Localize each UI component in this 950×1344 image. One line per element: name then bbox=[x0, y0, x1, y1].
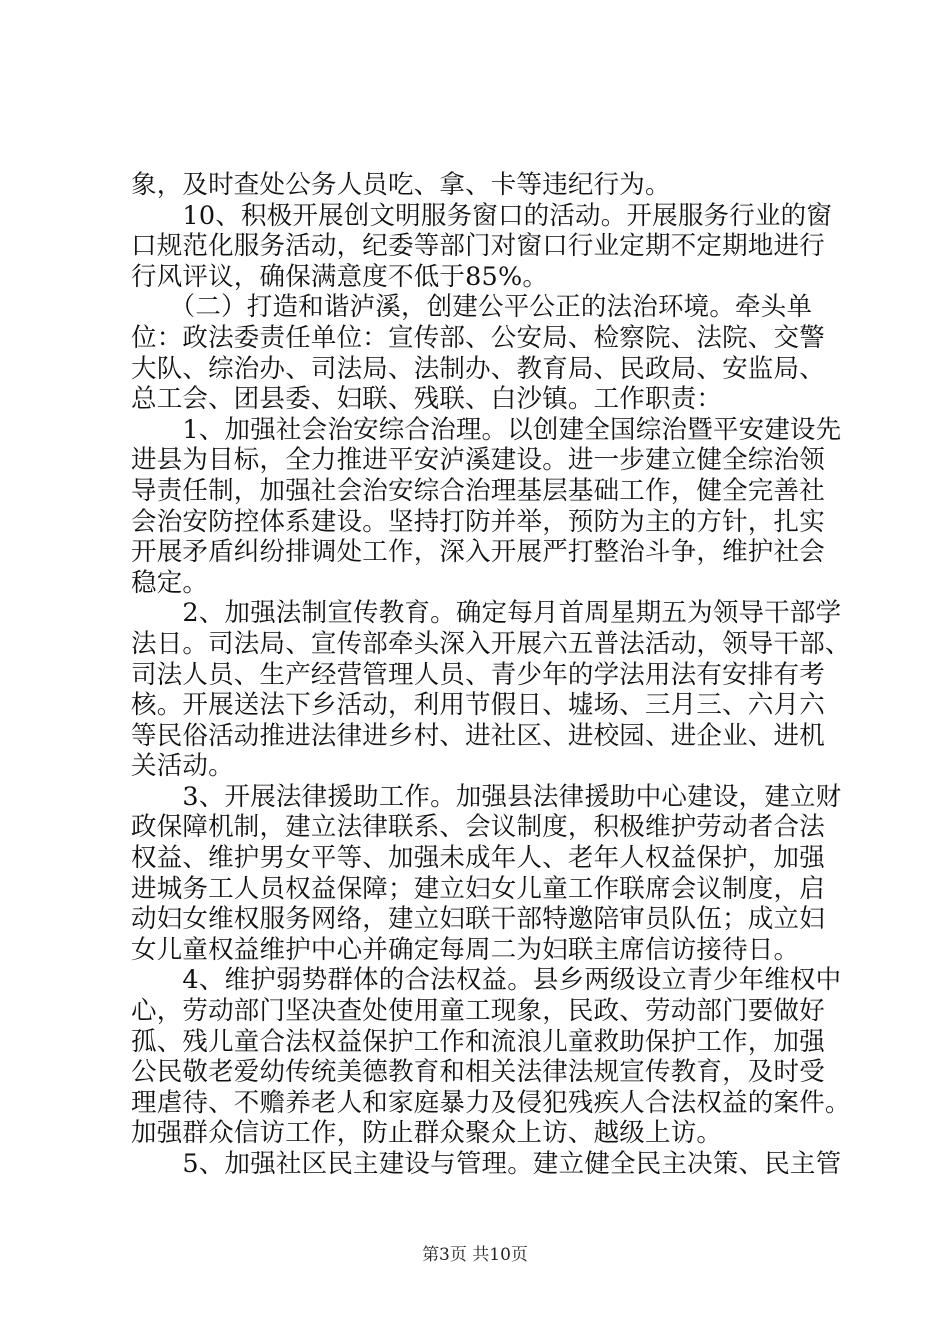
text-line: 政保障机制，建立法律联系、会议制度，积极维护劳动者合法 bbox=[131, 812, 825, 843]
text-line: 法日。司法局、宣传部牵头深入开展六五普法活动，领导干部、 bbox=[131, 628, 851, 659]
text-line: 动妇女维权服务网络，建立妇联干部特邀陪审员队伍；成立妇 bbox=[131, 904, 825, 935]
text-line: 关活动。 bbox=[131, 751, 234, 782]
text-line: 权益、维护男女平等、加强未成年人、老年人权益保护，加强 bbox=[131, 843, 825, 874]
text-line: 加强群众信访工作，防止群众聚众上访、越级上访。 bbox=[131, 1118, 723, 1149]
text-line: 1、加强社会治安综合治理。以创建全国综治暨平安建设先 bbox=[131, 414, 842, 445]
text-line: 孤、残儿童合法权益保护工作和流浪儿童救助保护工作，加强 bbox=[131, 1026, 825, 1057]
text-line: 口规范化服务活动，纪委等部门对窗口行业定期不定期地进行 bbox=[131, 231, 825, 262]
text-line: 公民敬老爱幼传统美德教育和相关法律法规宣传教育，及时受 bbox=[131, 1057, 825, 1088]
text-line: 等民俗活动推进法律进乡村、进社区、进校园、进企业、进机 bbox=[131, 720, 825, 751]
text-line: 核。开展送法下乡活动，利用节假日、墟场、三月三、六月六 bbox=[131, 690, 825, 721]
text-line: 位：政法委责任单位：宣传部、公安局、检察院、法院、交警 bbox=[131, 322, 825, 353]
text-line: 3、开展法律援助工作。加强县法律援助中心建设，建立财 bbox=[131, 781, 842, 812]
text-line: 司法人员、生产经营管理人员、青少年的学法用法有安排有考 bbox=[131, 659, 825, 690]
text-line: 进县为目标，全力推进平安泸溪建设。进一步建立健全综治领 bbox=[131, 445, 825, 476]
text-line: 象，及时查处公务人员吃、拿、卡等违纪行为。 bbox=[131, 170, 671, 200]
document-body bbox=[131, 170, 851, 1180]
text-line: 进城务工人员权益保障；建立妇女儿童工作联席会议制度，启 bbox=[131, 873, 825, 904]
text-line: 稳定。 bbox=[131, 567, 209, 598]
text-line: 理虐待、不赡养老人和家庭暴力及侵犯残疾人合法权益的案件。 bbox=[131, 1087, 851, 1118]
text-line: 会治安防控体系建设。坚持打防并举，预防为主的方针，扎实 bbox=[131, 506, 825, 537]
text-line: （二）打造和谐泸溪，创建公平公正的法治环境。牵头单 bbox=[131, 292, 813, 323]
page-number-footer: 第3页 共10页 bbox=[422, 1245, 528, 1265]
text-line: 女儿童权益维护中心并确定每周二为妇联主席信访接待日。 bbox=[131, 934, 800, 965]
text-line: 2、加强法制宣传教育。确定每月首周星期五为领导干部学 bbox=[131, 598, 842, 629]
text-line: 10、积极开展创文明服务窗口的活动。开展服务行业的窗 bbox=[131, 200, 833, 231]
text-line: 导责任制，加强社会治安综合治理基层基础工作，健全完善社 bbox=[131, 475, 825, 506]
text-line: 5、加强社区民主建设与管理。建立健全民主决策、民主管 bbox=[131, 1149, 842, 1179]
text-line: 行风评议，确保满意度不低于85%。 bbox=[131, 261, 549, 292]
text-line: 心，劳动部门坚决查处使用童工现象，民政、劳动部门要做好 bbox=[131, 996, 825, 1027]
text-line: 开展矛盾纠纷排调处工作，深入开展严打整治斗争，维护社会 bbox=[131, 537, 825, 568]
text-line: 4、维护弱势群体的合法权益。县乡两级设立青少年维权中 bbox=[131, 965, 842, 996]
text-line: 大队、综治办、司法局、法制办、教育局、民政局、安监局、 bbox=[131, 353, 825, 384]
text-line: 总工会、团县委、妇联、残联、白沙镇。工作职责： bbox=[131, 384, 723, 415]
